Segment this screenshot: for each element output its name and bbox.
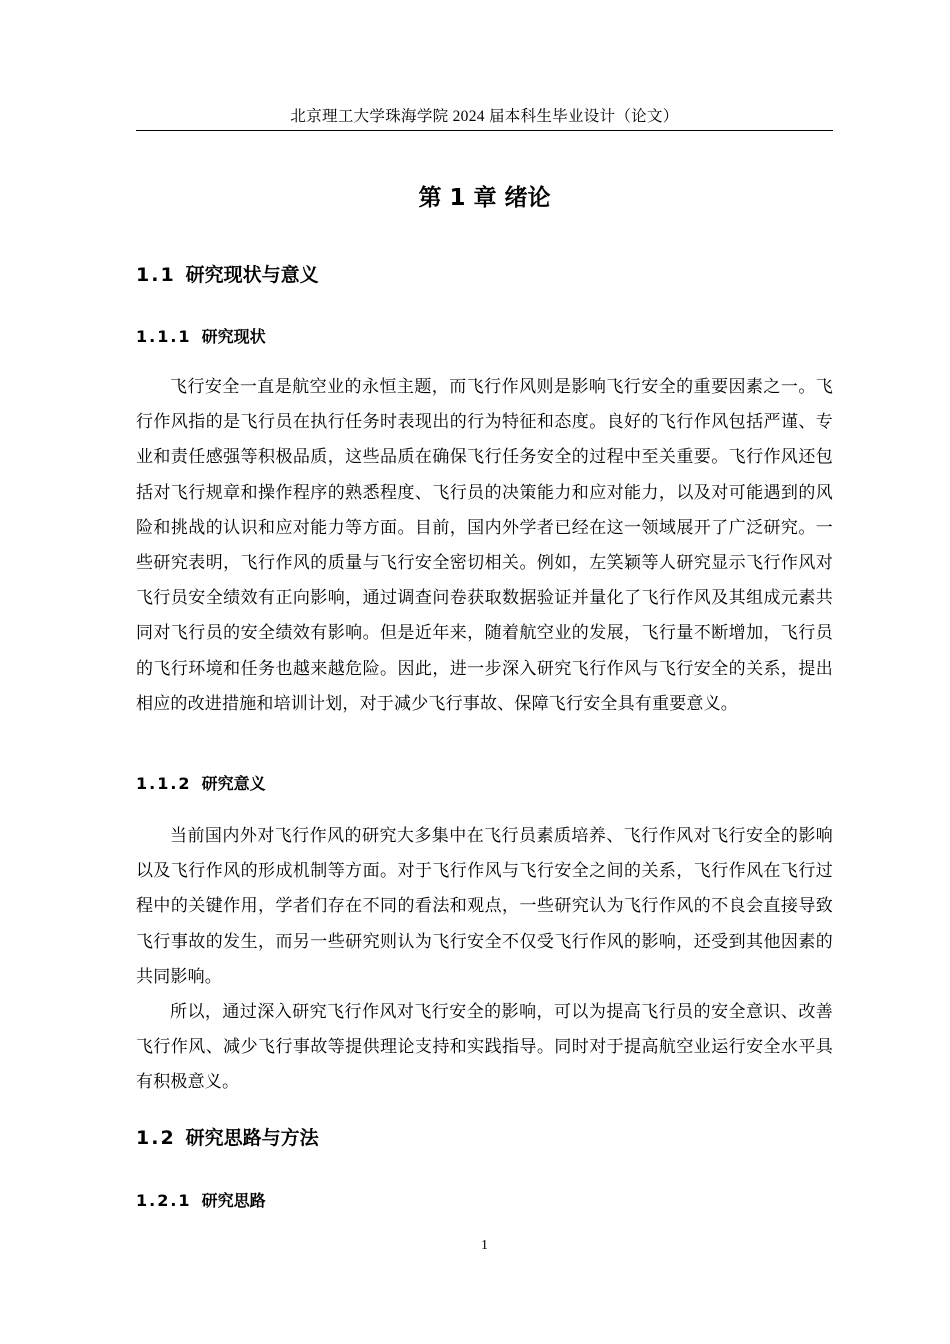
paragraph-research-status: 飞行安全一直是航空业的永恒主题，而飞行作风则是影响飞行安全的重要因素之一。飞行作风指的是飞行员在执行任务时表现出的行为特征和态度。良好的飞行作风包括严谨、专业和责任感强等积极品质，这些品质在确保飞行任务安全的过程中至关重要。飞行作风还包括对飞行规章和操作程序的熟悉程度、飞行员的决策能力和应对能力，以及对可能遇到的风险和挑战的认识和应对能力等方面。目前，国内外学者已经在这一领域展开了广泛研究。一些研究表明，飞行作风的质量与飞行安全密切相关。例如，左笑颖等人研究显示飞行作风对飞行员安全绩效有正向影响，通过调查问卷获取数据验证并量化了飞行作风及其组成元素共同对飞行员的安全绩效有影响。但是近年来，随着航空业的发展，飞行量不断增加，飞行员的飞行环境和任务也越来越危险。因此，进一步深入研究飞行作风与飞行安全的关系，提出相应的改进措施和培训计划，对于减少飞行事故、保障飞行安全具有重要意义。	[136, 377, 833, 714]
section-title: 研究现状与意义	[185, 264, 319, 286]
subsection-number: 1.1.1	[136, 327, 192, 346]
subsection-title: 研究思路	[201, 1191, 266, 1210]
section-title: 研究思路与方法	[185, 1127, 319, 1149]
header-rule	[136, 130, 833, 131]
subsection-heading-1-1-2	[136, 772, 266, 796]
section-heading-1-2	[136, 1124, 319, 1152]
subsection-number: 1.2.1	[136, 1191, 192, 1210]
page-number: 1	[481, 1238, 488, 1253]
paragraph-research-significance: 当前国内外对飞行作风的研究大多集中在飞行员素质培养、飞行作风对飞行安全的影响以及飞行作风的形成机制等方面。对于飞行作风与飞行安全之间的关系，飞行作风在飞行过程中的关键作用，学者们存在不同的看法和观点，一些研究认为飞行作风的不良会直接导致飞行事故的发生，而另一些研究则认为飞行安全不仅受飞行作风的影响，还受到其他因素的共同影响。	[136, 826, 833, 987]
paragraph-conclusion: 所以，通过深入研究飞行作风对飞行安全的影响，可以为提高飞行员的安全意识、改善飞行作风、减少飞行事故等提供理论支持和实践指导。同时对于提高航空业运行安全水平具有积极意义。	[136, 1002, 833, 1093]
subsection-number: 1.1.2	[136, 774, 192, 793]
section-number: 1.2	[136, 1127, 176, 1149]
subsection-heading-1-2-1	[136, 1189, 266, 1213]
section-number: 1.1	[136, 264, 176, 286]
section-heading-1-1	[136, 261, 319, 289]
subsection-title: 研究意义	[201, 774, 266, 793]
running-header: 北京理工大学珠海学院 2024 届本科生毕业设计（论文）	[290, 108, 679, 125]
subsection-heading-1-1-1	[136, 325, 266, 349]
subsection-title: 研究现状	[201, 327, 266, 346]
chapter-title: 第 1 章 绪论	[418, 185, 551, 211]
